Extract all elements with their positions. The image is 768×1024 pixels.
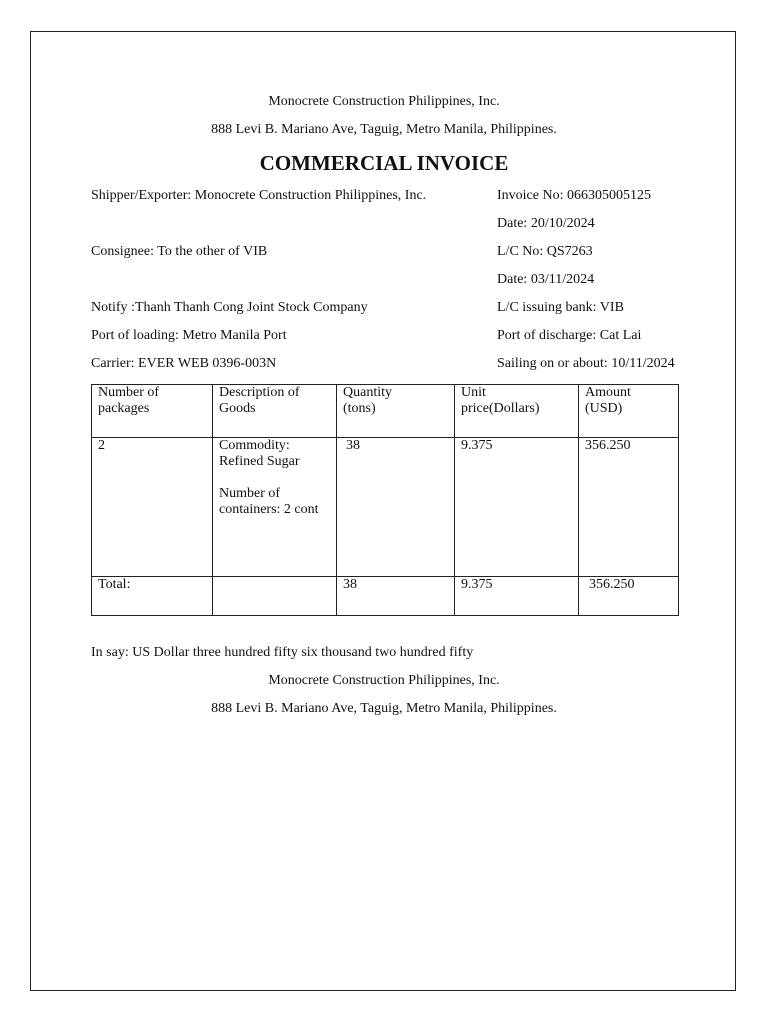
header-amount-line2: (USD)	[585, 401, 623, 416]
total-unit-price: 9.375	[455, 577, 579, 616]
containers-line1: Number of	[219, 486, 281, 501]
company-address: 888 Levi B. Mariano Ave, Taguig, Metro Manila, Philippines.	[211, 122, 557, 137]
table-header-row	[92, 385, 679, 438]
cell-amount: 356.250	[579, 438, 679, 577]
invoice-no-field: Invoice No: 066305005125	[497, 188, 651, 203]
header-packages-line2: packages	[98, 401, 150, 416]
lc-bank-field: L/C issuing bank: VIB	[497, 300, 624, 315]
header-unit-price-line2: price(Dollars)	[461, 401, 540, 416]
goods-table	[91, 384, 679, 616]
in-say-text: In say: US Dollar three hundred fifty six thousand two hundred fifty	[91, 645, 474, 660]
company-name: Monocrete Construction Philippines, Inc.	[268, 94, 500, 109]
header-description-line2: Goods	[219, 401, 256, 416]
header-description	[213, 385, 337, 438]
header-unit-price-line1: Unit	[461, 385, 486, 400]
header-amount	[579, 385, 679, 438]
notify-field: Notify :Thanh Thanh Cong Joint Stock Company	[91, 300, 368, 315]
total-quantity: 38	[337, 577, 455, 616]
lc-date-field: Date: 03/11/2024	[497, 272, 595, 287]
carrier-field: Carrier: EVER WEB 0396-003N	[91, 356, 277, 371]
cell-packages: 2	[92, 438, 213, 577]
footer-company-name: Monocrete Construction Philippines, Inc.	[268, 673, 500, 688]
total-amount: 356.250	[579, 577, 679, 616]
header-amount-line1: Amount	[585, 385, 631, 400]
containers-line2: containers: 2 cont	[219, 502, 319, 517]
header-unit-price	[455, 385, 579, 438]
table-total-row	[92, 577, 679, 616]
port-discharge-field: Port of discharge: Cat Lai	[497, 328, 642, 343]
header-quantity-line1: Quantity	[343, 385, 392, 400]
consignee-field: Consignee: To the other of VIB	[91, 244, 268, 259]
invoice-date-field: Date: 20/10/2024	[497, 216, 595, 231]
commodity-line2: Refined Sugar	[219, 454, 300, 469]
header-description-line1: Description of	[219, 385, 300, 400]
commodity-line1: Commodity:	[219, 438, 290, 453]
header-packages	[92, 385, 213, 438]
header-packages-line1: Number of	[98, 385, 160, 400]
cell-quantity: 38	[337, 438, 455, 577]
cell-unit-price: 9.375	[455, 438, 579, 577]
footer-company-address: 888 Levi B. Mariano Ave, Taguig, Metro Manila, Philippines.	[211, 701, 557, 716]
total-label: Total:	[92, 577, 213, 616]
lc-no-field: L/C No: QS7263	[497, 244, 593, 259]
cell-description	[213, 438, 337, 577]
header-quantity-line2: (tons)	[343, 401, 376, 416]
sailing-field: Sailing on or about: 10/11/2024	[497, 356, 675, 371]
header-quantity	[337, 385, 455, 438]
table-row	[92, 438, 679, 577]
port-loading-field: Port of loading: Metro Manila Port	[91, 328, 287, 343]
invoice-title: COMMERCIAL INVOICE	[259, 151, 509, 175]
total-description-empty	[213, 577, 337, 616]
invoice-page	[30, 31, 736, 991]
shipper-field: Shipper/Exporter: Monocrete Construction Philippines, Inc.	[91, 188, 427, 203]
